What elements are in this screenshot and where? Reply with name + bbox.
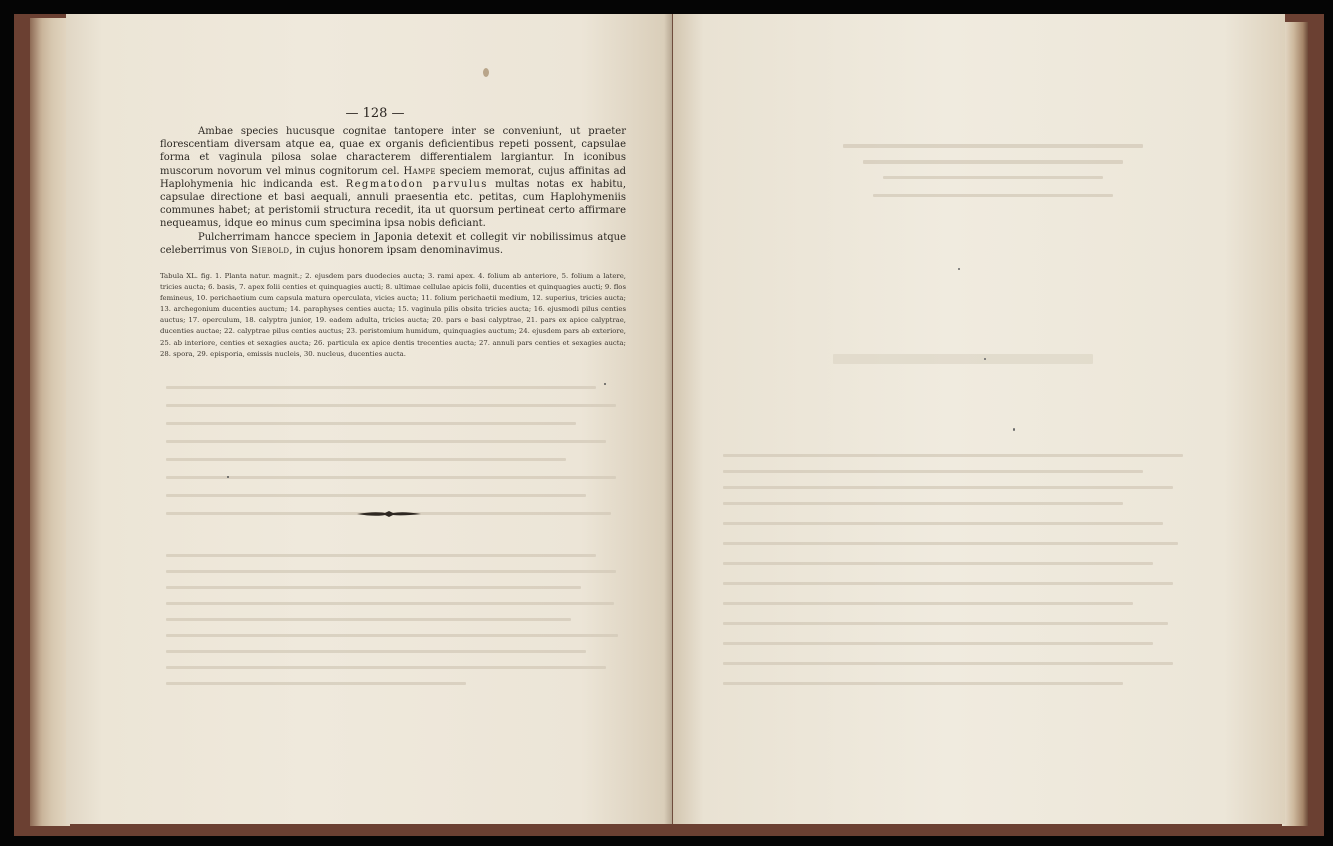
left-page-edges xyxy=(30,18,70,826)
ink-spot xyxy=(483,68,489,77)
species-name: Regmatodon parvulus xyxy=(345,178,488,190)
plate-caption: Tabula XL. fig. 1. Planta natur. magnit.; 2. ejusdem pars duodecies aucta; 3. rami apex. 4. folium ab anteriore, 5. folium a latere, tricies aucta; 6. basis, 7. apex folii centies et quinquagies aucti; 8. ultimae cellulae apicis folii, ducenties et quinquagies aucti; 9. flos femineus, 10. perichaetium cum capsula matura operculata, vicies aucta; 11. folium perichaetii medium, 12. superius, tricies aucta; 13. archegonium ducenties auctum; 14. paraphyses centies aucta; 15. vaginula pilis obsita tricies aucta; 16. ejusmodi pilus centies auctus; 17. operculum, 18. calyptra junior, 19. eadem adulta, tricies aucta; 20. pars e basi calyptrae, 21. pars ex apice calyptrae, ducenties auctae; 22. calyptrae pilus centies auctus; 23. peristomium humidum, quinquagies auctum; 24. ejusdem pars ab exteriore, 25. ab interiore, centies et sexagies aucta; 26. particula ex apice dentis trecenties aucta; 27. annuli pars centies et sexagies aucta; 28. spora, 29. episporia, emissis nucleis, 30. nucleus, ducenties aucta. xyxy=(160,272,626,358)
speck xyxy=(1013,428,1015,431)
paragraph-1: Ambae species hucusque cognitae tantopere inter se conveniunt, ut praeter florescentiam diversam atque ea, quae ex organis deficientibus repeti possent, capsulae forma et vaginula pilosa solae characterem differentialem largiantur. In iconibus muscorum novorum vel minus cognitorum cel. Hampe speciem memorat, cujus affinitas ad Haplohymenia hic indicanda est. Regmatodon parvulus multas notas ex habitu, capsulae directione et basi aequali, annuli praesentia etc. petitas, cum Haplohymeniis communes habet; at peristomii structura recedit, ita ut quorsum pertineat certo affirmare nequeamus, idque eo minus cum specimina ipsa nobis deficiant. xyxy=(160,126,627,230)
ornament-divider xyxy=(355,509,423,519)
speck xyxy=(984,358,986,360)
body-text xyxy=(160,125,626,257)
speck xyxy=(958,268,960,270)
right-page xyxy=(673,14,1285,824)
page-number: — 128 — xyxy=(345,106,405,121)
paragraph-2: Pulcherrimam hancce speciem in Japonia detexit et collegit vir nobilissimus atque celeberrimus von Siebold, in cujus honorem ipsam denominavimus. xyxy=(160,231,626,256)
author-hampe: Hampe xyxy=(403,165,436,177)
speck xyxy=(227,476,229,478)
author-siebold: Siebold xyxy=(251,244,290,256)
speck xyxy=(604,383,606,385)
right-page-edges xyxy=(1282,22,1308,826)
